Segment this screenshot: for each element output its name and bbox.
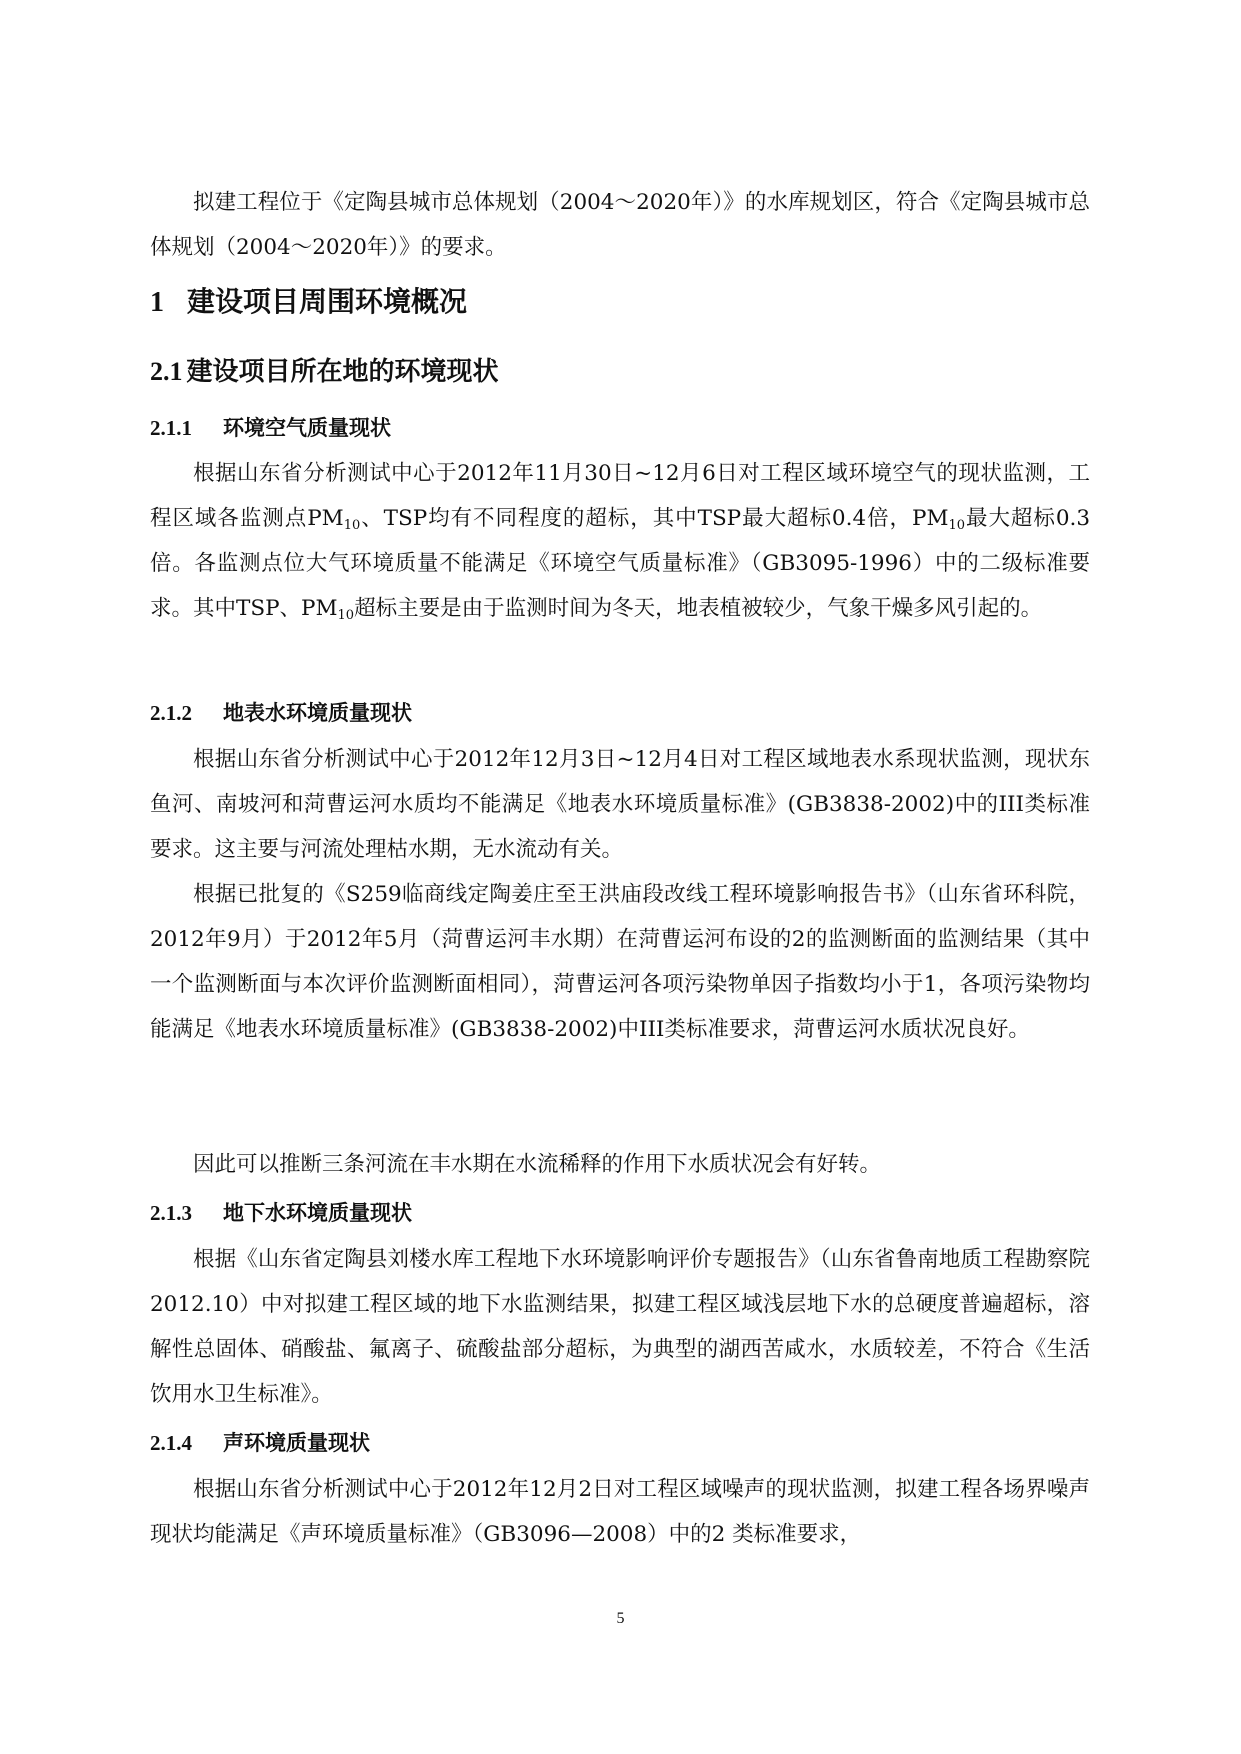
text-run: 最大超标0.3倍。各监测点位大气环境质量不能满足《环境空气质量标准》（GB3095-1996）中的二级标准要求。其中TSP、PM xyxy=(150,506,1091,621)
subsection-heading-2-1-1 xyxy=(150,410,1090,446)
surface-water-paragraph-3: 因此可以推断三条河流在丰水期在水流稀释的作用下水质状况会有好转。 xyxy=(193,1152,882,1177)
section-number: 2.1 xyxy=(150,357,183,386)
noise-paragraph: 根据山东省分析测试中心于2012年12月2日对工程区域噪声的现状监测，拟建工程各场界噪声现状均能满足《声环境质量标准》（GB3096—2008）中的2 类标准要求， xyxy=(150,1477,1090,1547)
subsection-heading-2-1-3 xyxy=(150,1195,1090,1231)
subsection-number: 2.1.3 xyxy=(150,1201,192,1225)
air-quality-paragraph xyxy=(150,451,1090,631)
subsection-title: 环境空气质量现状 xyxy=(223,415,391,440)
subscript: 10 xyxy=(948,518,966,533)
subsection-number: 2.1.1 xyxy=(150,416,192,440)
subsection-heading-2-1-4 xyxy=(150,1425,1090,1461)
text-run: 、TSP均有不同程度的超标，其中TSP最大超标0.4倍，PM xyxy=(360,506,949,531)
subsection-heading-2-1-2 xyxy=(150,695,1090,731)
groundwater-paragraph: 根据《山东省定陶县刘楼水库工程地下水环境影响评价专题报告》（山东省鲁南地质工程勘察院2012.10）中对拟建工程区域的地下水监测结果，拟建工程区域浅层地下水的总硬度普遍超标，溶解性总固体、硝酸盐、氟离子、硫酸盐部分超标，为典型的湖西苦咸水，水质较差，不符合《生活饮用水卫生标准》。 xyxy=(150,1247,1090,1407)
text-run: 超标主要是由于监测时间为冬天，地表植被较少，气象干燥多风引起的。 xyxy=(354,596,1043,621)
subscript: 10 xyxy=(337,608,355,623)
section-heading-1 xyxy=(150,282,1090,323)
page-number: 5 xyxy=(616,1610,625,1627)
section-title: 建设项目所在地的环境现状 xyxy=(186,357,499,387)
subsection-title: 地下水环境质量现状 xyxy=(223,1200,412,1225)
subsection-number: 2.1.4 xyxy=(150,1431,192,1455)
subsection-title: 地表水环境质量现状 xyxy=(223,700,412,725)
section-number: 1 xyxy=(150,287,164,318)
surface-water-paragraph-1: 根据山东省分析测试中心于2012年12月3日~12月4日对工程区域地表水系现状监测，现状东鱼河、南坡河和菏曹运河水质均不能满足《地表水环境质量标准》(GB3838-2002)中的III类标准要求。这主要与河流处理枯水期，无水流动有关。 xyxy=(150,747,1090,862)
intro-paragraph: 拟建工程位于《定陶县城市总体规划（2004～2020年）》的水库规划区，符合《定陶县城市总体规划（2004～2020年）》的要求。 xyxy=(150,190,1090,260)
surface-water-paragraph-2: 根据已批复的《S259临商线定陶姜庄至王洪庙段改线工程环境影响报告书》（山东省环科院，2012年9月）于2012年5月（菏曹运河丰水期）在菏曹运河布设的2的监测断面的监测结果（其中一个监测断面与本次评价监测断面相同），菏曹运河各项污染物单因子指数均小于1，各项污染物均能满足《地表水环境质量标准》(GB3838-2002)中III类标准要求，菏曹运河水质状况良好。 xyxy=(150,882,1090,1042)
subscript: 10 xyxy=(343,518,361,533)
subsection-title: 声环境质量现状 xyxy=(223,1430,370,1455)
subsection-number: 2.1.2 xyxy=(150,701,192,725)
section-title: 建设项目周围环境概况 xyxy=(187,285,468,318)
section-heading-2-1 xyxy=(150,352,1090,392)
text-run: 根据山东省分析测试中心于2012年11月30日~12月6日对工程区域环境空气的现状监测，工程区域各监测点PM xyxy=(150,461,1090,531)
